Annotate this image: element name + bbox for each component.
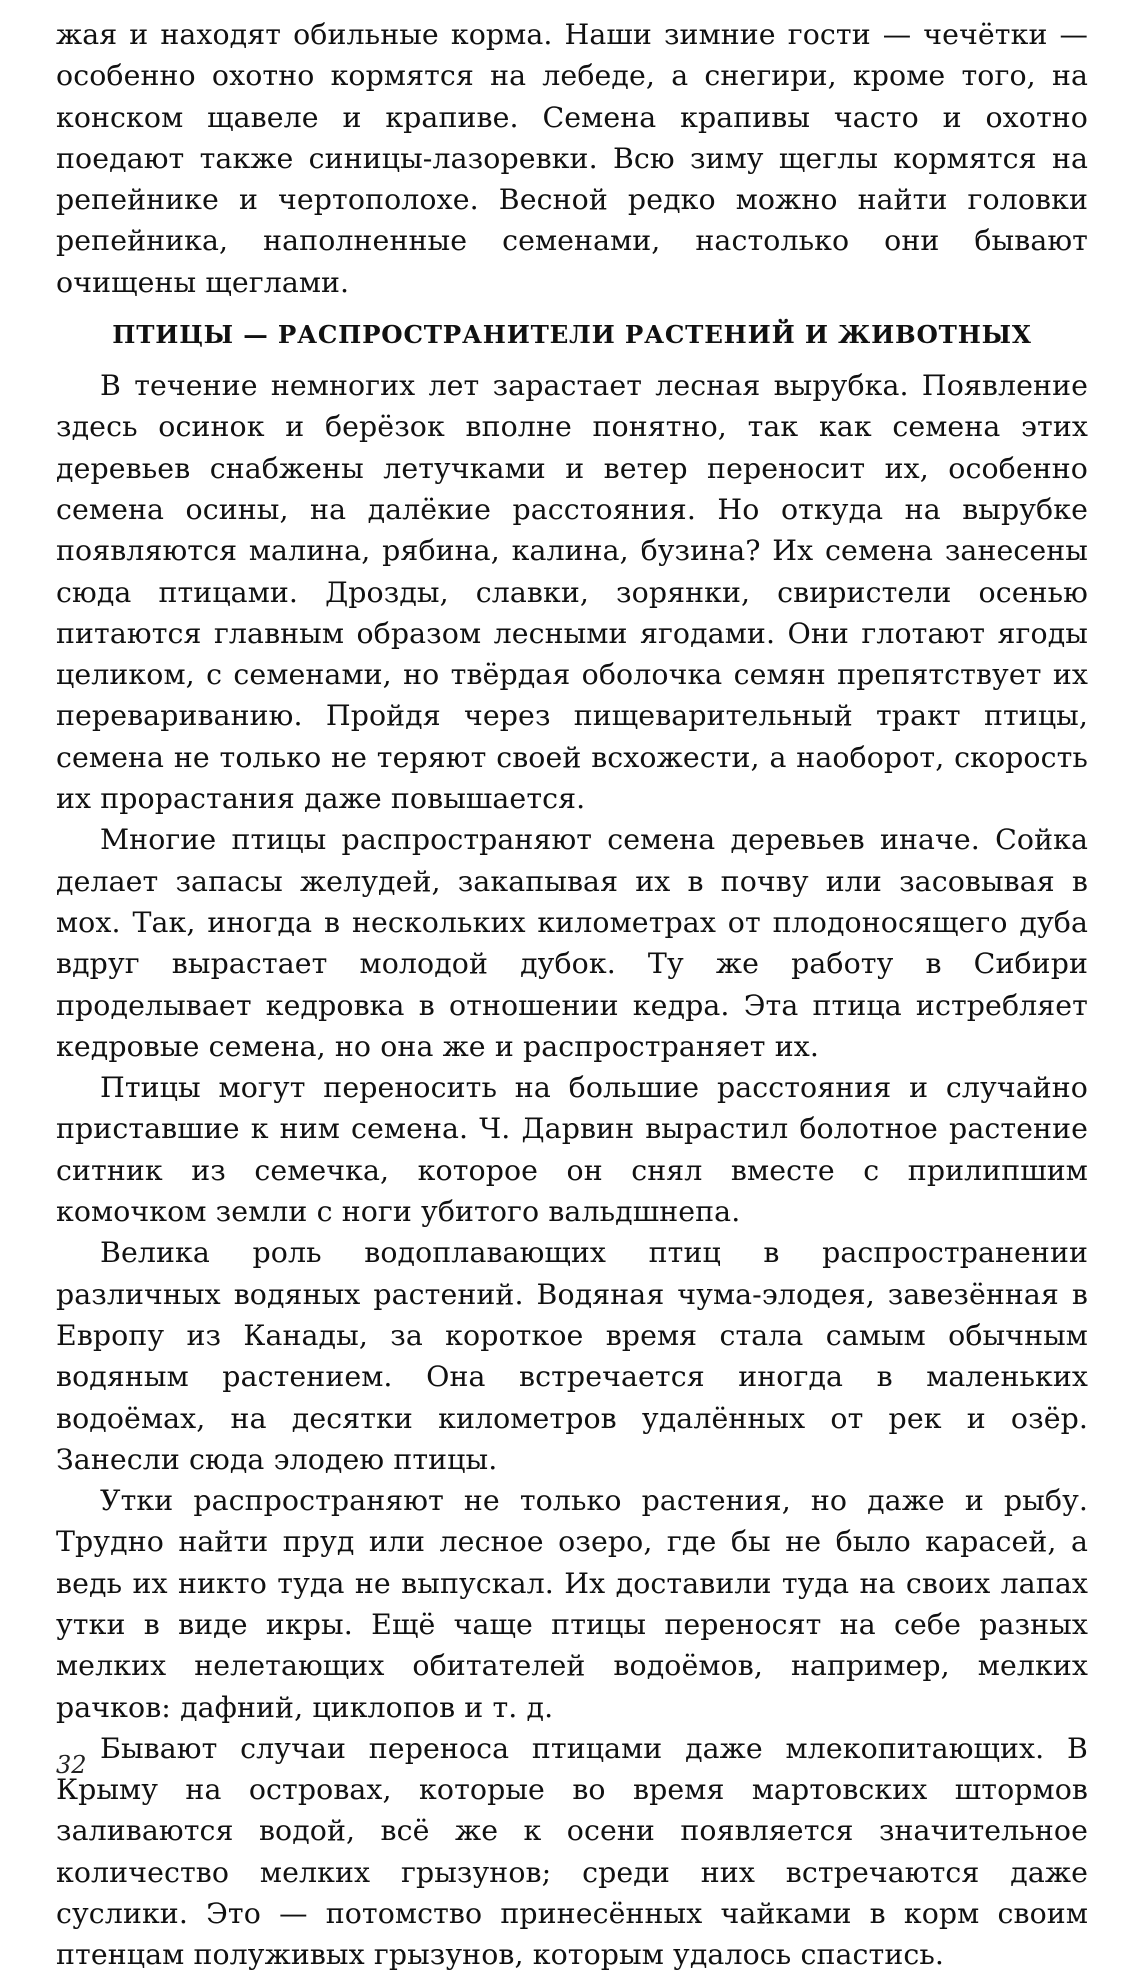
body-paragraph: Многие птицы распространяют семена деревьев иначе. Сойка делает запасы желудей, закапывая их в почву или засовывая в мох. Так, иногда в нескольких километрах от плодоносящего дуба вдруг вырастает молодой дубок. Ту же работу в Сибири проделывает кедровка в отношении кедра. Эта птица истребляет кедровые семена, но она же и распространяет их. [56, 823, 1088, 1063]
page-number: 32 [56, 1751, 87, 1779]
body-paragraph: Утки распространяют не только растения, но даже и рыбу. Трудно найти пруд или лесное озеро, где бы не было карасей, а ведь их никто туда не выпускал. Их доставили туда на своих лапах утки в виде икры. Ещё чаще птицы переносят на себе разных мелких нелетающих обитателей водоёмов, например, мелких рачков: дафний, циклопов и т. д. [56, 1484, 1088, 1724]
body-paragraph: В течение немногих лет зарастает лесная вырубка. Появление здесь осинок и берёзок вполне понятно, так как семена этих деревьев снабжены летучками и ветер переносит их, особенно семена осины, на далёкие расстояния. Но откуда на вырубке появляются малина, рябина, калина, бузина? Их семена занесены сюда птицами. Дрозды, славки, зорянки, свиристели осенью питаются главным образом лесными ягодами. Они глотают ягоды целиком, с семенами, но твёрдая оболочка семян препятствует их перевариванию. Пройдя через пищеварительный тракт птицы, семена не только не теряют своей всхожести, а наоборот, скорость их прорастания даже повышается. [56, 369, 1088, 816]
body-paragraph: Птицы могут переносить на большие расстояния и случайно приставшие к ним семена. Ч. Дарвин вырастил болотное растение ситник из семечка, которое он снял вместе с прилипшим комочком земли с ноги убитого вальдшнепа. [56, 1071, 1088, 1229]
body-paragraph: Велика роль водоплавающих птиц в распространении различных водяных растений. Водяная чума-элодея, завезённая в Европу из Канады, за короткое время стала самым обычным водяным растением. Она встречается иногда в маленьких водоёмах, на десятки километров удалённых от рек и озёр. Занесли сюда элодею птицы. [56, 1236, 1088, 1476]
book-page [56, 14, 1088, 1976]
continuation-paragraph: жая и находят обильные корма. Наши зимние гости — чечётки — особенно охотно кормятся на лебеде, а снегири, кроме того, на конском щавеле и крапиве. Семена крапивы часто и охотно поедают также синицы-лазоревки. Всю зиму щеглы кормятся на репейнике и чертополохе. Весной редко можно найти головки репейника, наполненные семенами, настолько они бывают очищены щеглами. [56, 18, 1088, 299]
section-heading: ПТИЦЫ — РАСПРОСТРАНИТЕЛИ РАСТЕНИЙ И ЖИВОТНЫХ [112, 320, 1032, 350]
body-paragraph: Бывают случаи переноса птицами даже млекопитающих. В Крыму на островах, которые во время мартовских штормов заливаются водой, всё же к осени появляется значительное количество мелких грызунов; среди них встречаются даже суслики. Это — потомство принесённых чайками в корм своим птенцам полуживых грызунов, которым удалось спастись. [56, 1731, 1088, 1972]
